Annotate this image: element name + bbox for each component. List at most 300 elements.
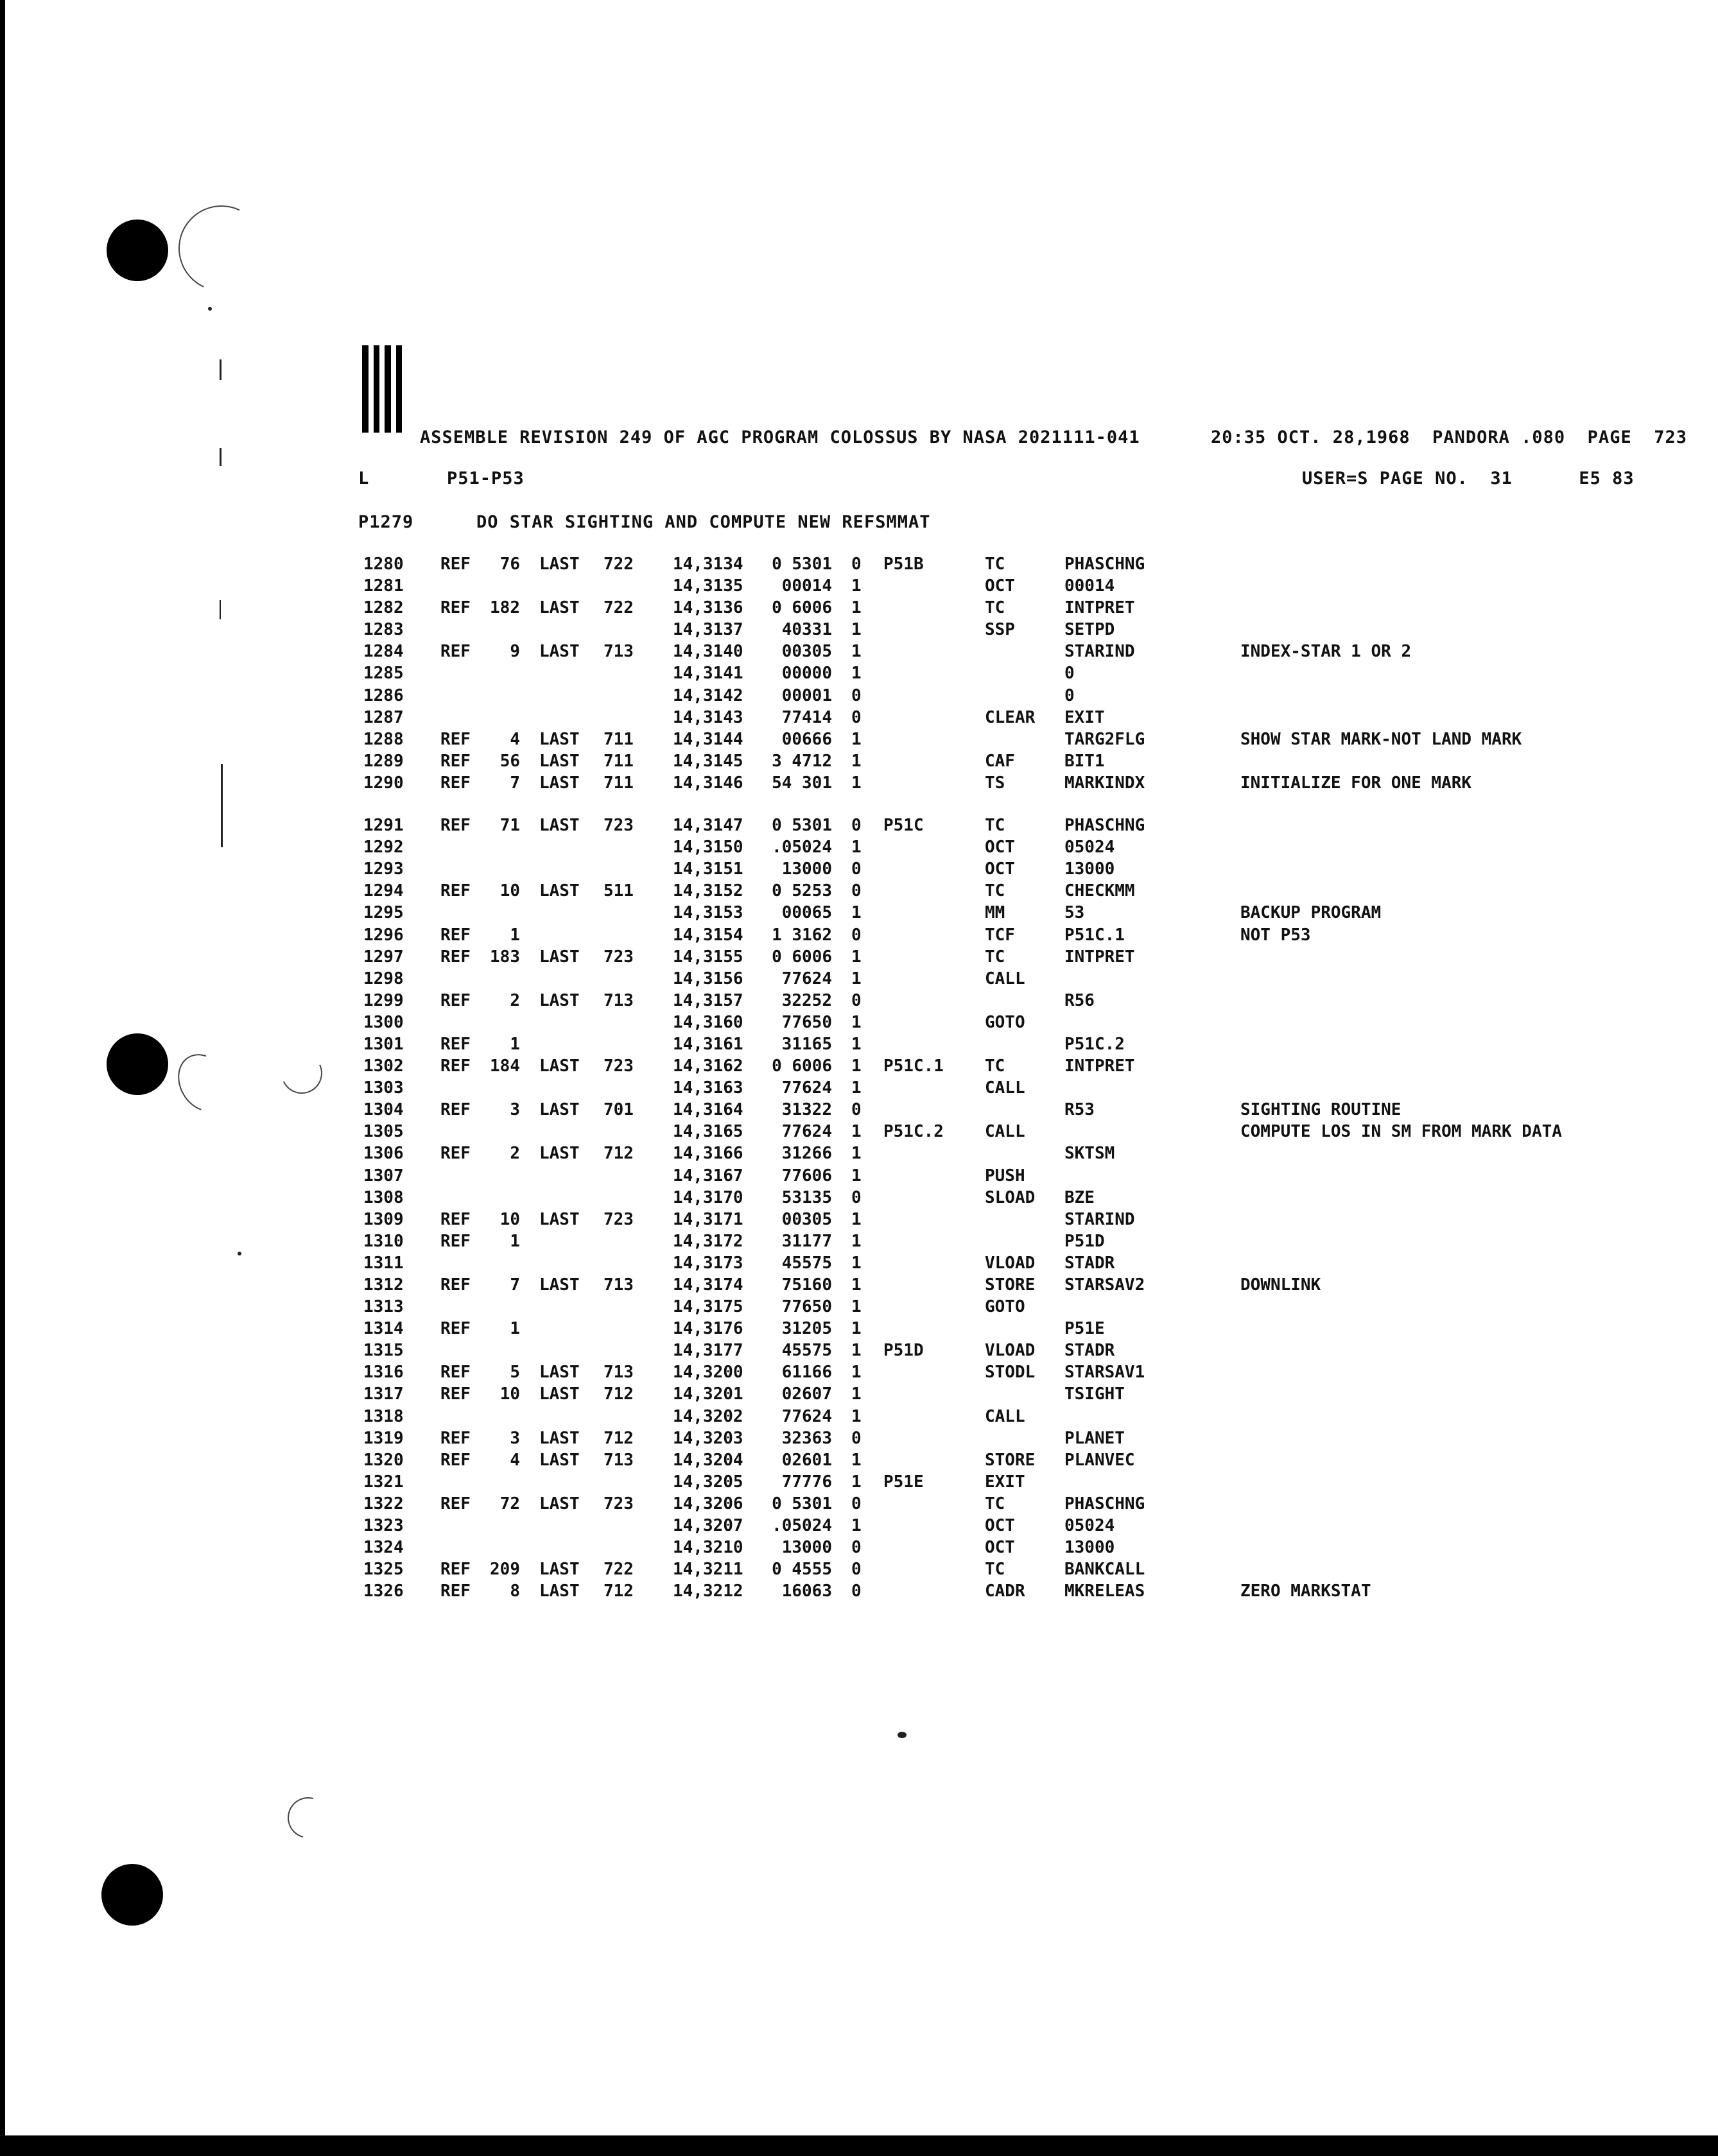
- listing-operand: PHASCHNG: [1064, 816, 1145, 836]
- listing-op: GOTO: [985, 1297, 1025, 1317]
- listing-lastn: 711: [603, 751, 634, 771]
- listing-refn: 183: [490, 947, 520, 967]
- listing-refn: 8: [510, 1582, 520, 1601]
- listing-row: [5, 686, 1718, 708]
- listing-refn: 1: [510, 925, 520, 945]
- listing-addr: 14,3135: [673, 576, 743, 596]
- listing-comment: SIGHTING ROUTINE: [1240, 1100, 1401, 1120]
- listing-bit: 1: [851, 1231, 862, 1251]
- listing-refn: 5: [510, 1363, 520, 1383]
- listing-op: STODL: [985, 1363, 1036, 1383]
- listing-addr: 14,3141: [673, 664, 743, 684]
- listing-seq: 1314: [363, 1319, 404, 1339]
- listing-addr: 14,3155: [673, 947, 743, 967]
- listing-bit: 1: [851, 620, 862, 640]
- listing-lastn: 722: [603, 555, 634, 574]
- listing-bit: 1: [851, 1056, 862, 1076]
- listing-seq: 1321: [363, 1472, 404, 1492]
- listing-label: P51D: [883, 1341, 924, 1361]
- listing-comment: SHOW STAR MARK-NOT LAND MARK: [1240, 729, 1522, 749]
- listing-op: TC: [985, 1056, 1005, 1076]
- listing-addr: 14,3134: [673, 555, 743, 574]
- listing-last: LAST: [539, 881, 580, 901]
- listing-label: P51B: [883, 555, 924, 574]
- listing-last: LAST: [539, 729, 580, 749]
- listing-word: 0 6006: [772, 598, 832, 618]
- binder-hole-bottom: [101, 1864, 163, 1926]
- listing-operand: TSIGHT: [1064, 1384, 1125, 1404]
- listing-addr: 14,3150: [673, 838, 743, 858]
- listing-addr: 14,3212: [673, 1582, 743, 1601]
- listing-addr: 14,3207: [673, 1516, 743, 1536]
- listing-seq: 1294: [363, 881, 404, 901]
- listing-seq: 1302: [363, 1056, 404, 1076]
- listing-comment: COMPUTE LOS IN SM FROM MARK DATA: [1240, 1122, 1562, 1142]
- listing-operand: BZE: [1064, 1187, 1095, 1207]
- listing-word: 00305: [781, 642, 832, 662]
- listing-bit: 0: [851, 1428, 862, 1448]
- listing-bit: 0: [851, 1560, 862, 1580]
- listing-ref: REF: [440, 925, 471, 945]
- listing-lastn: 723: [603, 947, 634, 967]
- listing-row: [5, 969, 1718, 991]
- listing-row: [5, 1144, 1718, 1166]
- scanned-page: [5, 0, 1718, 2135]
- listing-seq: 1317: [363, 1384, 404, 1404]
- listing-refn: 3: [510, 1100, 520, 1120]
- listing-ref: REF: [440, 1034, 471, 1054]
- listing-word: 77624: [781, 1078, 832, 1098]
- listing-bit: 1: [851, 1516, 862, 1536]
- listing-word: 0 5301: [772, 816, 832, 836]
- listing-operand: STARIND: [1064, 1209, 1135, 1229]
- listing-row: [5, 664, 1718, 686]
- listing-last: LAST: [539, 816, 580, 836]
- listing-operand: STADR: [1064, 1253, 1115, 1273]
- listing-last: LAST: [539, 1275, 580, 1295]
- listing-refn: 9: [510, 642, 520, 662]
- listing-addr: 14,3153: [673, 903, 743, 923]
- listing-bit: 1: [851, 969, 862, 988]
- listing-bit: 1: [851, 1363, 862, 1383]
- listing-word: 54 301: [772, 773, 832, 793]
- listing-op: TC: [985, 881, 1005, 901]
- listing-word: 45575: [781, 1341, 832, 1361]
- listing-ref: REF: [440, 947, 471, 967]
- listing-word: 16063: [781, 1582, 832, 1601]
- listing-op: CALL: [985, 1078, 1025, 1098]
- listing-row: [5, 1078, 1718, 1100]
- listing-type-marker: L: [358, 469, 370, 488]
- listing-comment: BACKUP PROGRAM: [1240, 903, 1382, 923]
- listing-operand: PHASCHNG: [1064, 1494, 1145, 1514]
- listing-row: [5, 1560, 1718, 1582]
- listing-last: LAST: [539, 1494, 580, 1514]
- listing-bit: 1: [851, 1166, 862, 1186]
- tab-bar-mark: [362, 345, 402, 433]
- listing-ref: REF: [440, 1494, 471, 1514]
- listing-row: [5, 1538, 1718, 1560]
- listing-word: 00305: [781, 1209, 832, 1229]
- listing-ref: REF: [440, 1144, 471, 1164]
- listing-word: 00065: [781, 903, 832, 923]
- listing-bit: 1: [851, 576, 862, 596]
- listing-seq: 1300: [363, 1012, 404, 1032]
- listing-row: [5, 1451, 1718, 1472]
- listing-ref: REF: [440, 1582, 471, 1601]
- listing-word: 40331: [781, 620, 832, 640]
- listing-row: [5, 1384, 1718, 1406]
- listing-row: [5, 642, 1718, 664]
- listing-word: 32252: [781, 990, 832, 1010]
- listing-ref: REF: [440, 1428, 471, 1448]
- listing-op: CAF: [985, 751, 1015, 771]
- listing-operand: P51C.2: [1064, 1034, 1125, 1054]
- listing-word: 31322: [781, 1100, 832, 1120]
- listing-refn: 7: [510, 1275, 520, 1295]
- listing-seq: 1306: [363, 1144, 404, 1164]
- listing-addr: 14,3137: [673, 620, 743, 640]
- listing-refn: 1: [510, 1319, 520, 1339]
- listing-label: P51C.2: [883, 1122, 944, 1142]
- listing-refn: 72: [499, 1494, 520, 1514]
- listing-word: 00014: [781, 576, 832, 596]
- listing-seq: 1289: [363, 751, 404, 771]
- listing-operand: PHASCHNG: [1064, 555, 1145, 574]
- listing-bit: 0: [851, 1494, 862, 1514]
- listing-op: OCT: [985, 859, 1015, 879]
- listing-ref: REF: [440, 555, 471, 574]
- listing-row: [5, 576, 1718, 598]
- scan-mark: [220, 448, 221, 466]
- listing-refn: 10: [499, 1209, 520, 1229]
- listing-operand: PLANVEC: [1064, 1450, 1135, 1470]
- listing-bit: 1: [851, 1122, 862, 1142]
- listing-operand: INTPRET: [1064, 1056, 1135, 1076]
- listing-row: [5, 708, 1718, 730]
- listing-operand: STADR: [1064, 1341, 1115, 1361]
- listing-bit: 1: [851, 1144, 862, 1164]
- listing-label: P51E: [883, 1472, 924, 1492]
- listing-row: [5, 1188, 1718, 1210]
- listing-operand: 05024: [1064, 838, 1115, 858]
- listing-refn: 3: [510, 1428, 520, 1448]
- listing-refn: 209: [490, 1560, 520, 1580]
- listing-lastn: 723: [603, 1494, 634, 1514]
- listing-bit: 1: [851, 1384, 862, 1404]
- listing-addr: 14,3162: [673, 1056, 743, 1076]
- listing-row: [5, 947, 1718, 969]
- listing-seq: 1318: [363, 1406, 404, 1426]
- listing-row: [5, 1100, 1718, 1122]
- listing-row: [5, 1319, 1718, 1341]
- listing-seq: 1293: [363, 859, 404, 879]
- listing-seq: 1326: [363, 1582, 404, 1601]
- scan-speck: [898, 1732, 907, 1738]
- listing-seq: 1285: [363, 664, 404, 684]
- listing-comment: INITIALIZE FOR ONE MARK: [1240, 773, 1472, 793]
- listing-seq: 1284: [363, 642, 404, 662]
- listing-seq: 1307: [363, 1166, 404, 1186]
- listing-operand: 00014: [1064, 576, 1115, 596]
- listing-refn: 1: [510, 1034, 520, 1054]
- listing-bit: 1: [851, 1034, 862, 1054]
- listing-op: OCT: [985, 576, 1015, 596]
- listing-lastn: 511: [603, 881, 634, 901]
- listing-refn: 10: [499, 881, 520, 901]
- listing-word: 31266: [781, 1144, 832, 1164]
- listing-word: 77650: [781, 1297, 832, 1317]
- listing-addr: 14,3166: [673, 1144, 743, 1164]
- listing-word: 3 4712: [772, 751, 832, 771]
- listing-operand: 0: [1064, 664, 1075, 684]
- listing-ref: REF: [440, 816, 471, 836]
- listing-addr: 14,3157: [673, 990, 743, 1010]
- listing-last: LAST: [539, 1582, 580, 1601]
- listing-seq: 1315: [363, 1341, 404, 1361]
- listing-op: TC: [985, 555, 1005, 574]
- listing-seq: 1288: [363, 729, 404, 749]
- listing-word: 13000: [781, 859, 832, 879]
- listing-seq: 1316: [363, 1363, 404, 1383]
- listing-refn: 1: [510, 1231, 520, 1251]
- listing-lastn: 713: [603, 1363, 634, 1383]
- listing-last: LAST: [539, 1056, 580, 1076]
- listing-lastn: 711: [603, 773, 634, 793]
- listing-word: 77414: [781, 707, 832, 727]
- listing-lastn: 712: [603, 1582, 634, 1601]
- listing-bit: 1: [851, 1209, 862, 1229]
- listing-bit: 1: [851, 729, 862, 749]
- listing-last: LAST: [539, 1450, 580, 1470]
- listing-op: SSP: [985, 620, 1015, 640]
- listing-addr: 14,3151: [673, 859, 743, 879]
- listing-operand: PLANET: [1064, 1428, 1125, 1448]
- user-page-number: USER=S PAGE NO. 31 E5 83: [1302, 469, 1635, 488]
- listing-word: 31165: [781, 1034, 832, 1054]
- listing-seq: 1290: [363, 773, 404, 793]
- listing-op: TCF: [985, 925, 1015, 945]
- code-listing: [5, 555, 1718, 1603]
- listing-last: LAST: [539, 1363, 580, 1383]
- listing-row: [5, 620, 1718, 642]
- listing-addr: 14,3140: [673, 642, 743, 662]
- listing-refn: 4: [510, 1450, 520, 1470]
- listing-word: 77606: [781, 1166, 832, 1186]
- listing-row: [5, 555, 1718, 576]
- listing-refn: 182: [490, 598, 520, 618]
- listing-bit: 0: [851, 555, 862, 574]
- listing-addr: 14,3210: [673, 1538, 743, 1558]
- listing-addr: 14,3144: [673, 729, 743, 749]
- listing-ref: REF: [440, 642, 471, 662]
- listing-operand: 13000: [1064, 1538, 1115, 1558]
- listing-word: .05024: [772, 838, 832, 858]
- listing-bit: 0: [851, 925, 862, 945]
- listing-comment: INDEX-STAR 1 OR 2: [1240, 642, 1412, 662]
- listing-row: [5, 752, 1718, 773]
- listing-seq: 1291: [363, 816, 404, 836]
- listing-op: OCT: [985, 1538, 1015, 1558]
- listing-row: [5, 1275, 1718, 1297]
- listing-word: 77650: [781, 1012, 832, 1032]
- listing-operand: P51E: [1064, 1319, 1105, 1339]
- listing-bit: 1: [851, 1450, 862, 1470]
- listing-word: 77624: [781, 1406, 832, 1426]
- listing-refn: 184: [490, 1056, 520, 1076]
- listing-addr: 14,3171: [673, 1209, 743, 1229]
- listing-operand: CHECKMM: [1064, 881, 1135, 901]
- listing-ref: REF: [440, 1231, 471, 1251]
- listing-op: STORE: [985, 1450, 1036, 1470]
- listing-op: GOTO: [985, 1012, 1025, 1032]
- listing-seq: 1324: [363, 1538, 404, 1558]
- listing-op: EXIT: [985, 1472, 1025, 1492]
- listing-bit: 0: [851, 990, 862, 1010]
- listing-seq: 1313: [363, 1297, 404, 1317]
- listing-operand: EXIT: [1064, 707, 1105, 727]
- listing-addr: 14,3172: [673, 1231, 743, 1251]
- date-page-info: 20:35 OCT. 28,1968 PANDORA .080 PAGE 723: [1211, 427, 1687, 447]
- listing-operand: TARG2FLG: [1064, 729, 1145, 749]
- listing-operand: BIT1: [1064, 751, 1105, 771]
- listing-addr: 14,3143: [673, 707, 743, 727]
- listing-addr: 14,3160: [673, 1012, 743, 1032]
- listing-addr: 14,3206: [673, 1494, 743, 1514]
- listing-refn: 4: [510, 729, 520, 749]
- listing-last: LAST: [539, 1144, 580, 1164]
- listing-bit: 1: [851, 1472, 862, 1492]
- listing-lastn: 722: [603, 1560, 634, 1580]
- listing-addr: 14,3156: [673, 969, 743, 988]
- listing-refn: 2: [510, 1144, 520, 1164]
- listing-bit: 1: [851, 1319, 862, 1339]
- listing-seq: 1283: [363, 620, 404, 640]
- listing-op: VLOAD: [985, 1341, 1036, 1361]
- listing-row: [5, 1210, 1718, 1232]
- listing-bit: 0: [851, 1582, 862, 1601]
- listing-op: TS: [985, 773, 1005, 793]
- listing-addr: 14,3147: [673, 816, 743, 836]
- listing-row: [5, 903, 1718, 925]
- listing-bit: 1: [851, 664, 862, 684]
- listing-operand: SKTSM: [1064, 1144, 1115, 1164]
- listing-operand: P51C.1: [1064, 925, 1125, 945]
- listing-ref: REF: [440, 881, 471, 901]
- listing-row: [5, 1472, 1718, 1494]
- listing-refn: 71: [499, 816, 520, 836]
- listing-operand: R53: [1064, 1100, 1095, 1120]
- listing-addr: 14,3154: [673, 925, 743, 945]
- listing-bit: 0: [851, 1187, 862, 1207]
- listing-ref: REF: [440, 1056, 471, 1076]
- listing-word: .05024: [772, 1516, 832, 1536]
- listing-addr: 14,3200: [673, 1363, 743, 1383]
- listing-comment: ZERO MARKSTAT: [1240, 1582, 1371, 1601]
- listing-op: MM: [985, 903, 1005, 923]
- listing-word: 13000: [781, 1538, 832, 1558]
- listing-bit: 1: [851, 1012, 862, 1032]
- listing-row: [5, 1297, 1718, 1319]
- listing-row: [5, 1582, 1718, 1603]
- listing-addr: 14,3167: [673, 1166, 743, 1186]
- listing-word: 0 6006: [772, 947, 832, 967]
- listing-word: 77624: [781, 1122, 832, 1142]
- listing-lastn: 723: [603, 1056, 634, 1076]
- listing-seq: 1292: [363, 838, 404, 858]
- listing-bit: 1: [851, 947, 862, 967]
- listing-word: 77624: [781, 969, 832, 988]
- listing-addr: 14,3173: [673, 1253, 743, 1273]
- listing-addr: 14,3177: [673, 1341, 743, 1361]
- listing-word: 00000: [781, 664, 832, 684]
- listing-row: [5, 1056, 1718, 1078]
- listing-bit: 0: [851, 686, 862, 705]
- listing-lastn: 722: [603, 598, 634, 618]
- listing-ref: REF: [440, 1560, 471, 1580]
- listing-seq: 1311: [363, 1253, 404, 1273]
- listing-row: [5, 1254, 1718, 1275]
- listing-addr: 14,3204: [673, 1450, 743, 1470]
- listing-op: CALL: [985, 1406, 1025, 1426]
- listing-last: LAST: [539, 1428, 580, 1448]
- listing-ref: REF: [440, 1363, 471, 1383]
- listing-last: LAST: [539, 598, 580, 618]
- listing-operand: 13000: [1064, 859, 1115, 879]
- listing-seq: 1282: [363, 598, 404, 618]
- binder-hole-top: [107, 220, 168, 281]
- listing-last: LAST: [539, 947, 580, 967]
- listing-lastn: 713: [603, 1275, 634, 1295]
- listing-ref: REF: [440, 729, 471, 749]
- listing-seq: 1301: [363, 1034, 404, 1054]
- listing-seq: 1303: [363, 1078, 404, 1098]
- listing-seq: 1323: [363, 1516, 404, 1536]
- listing-bit: 1: [851, 1253, 862, 1273]
- listing-seq: 1298: [363, 969, 404, 988]
- listing-seq: 1322: [363, 1494, 404, 1514]
- listing-operand: 53: [1064, 903, 1085, 923]
- listing-word: 1 3162: [772, 925, 832, 945]
- listing-row: [5, 838, 1718, 859]
- listing-operand: MKRELEAS: [1064, 1582, 1145, 1601]
- listing-addr: 14,3163: [673, 1078, 743, 1098]
- listing-refn: 56: [499, 751, 520, 771]
- listing-row: [5, 730, 1718, 752]
- listing-row: [5, 1122, 1718, 1144]
- listing-bit: 0: [851, 881, 862, 901]
- listing-last: LAST: [539, 1384, 580, 1404]
- listing-row: [5, 991, 1718, 1013]
- listing-word: 02601: [781, 1450, 832, 1470]
- listing-bit: 0: [851, 1538, 862, 1558]
- listing-addr: 14,3152: [673, 881, 743, 901]
- listing-last: LAST: [539, 555, 580, 574]
- listing-bit: 1: [851, 838, 862, 858]
- listing-row: [5, 773, 1718, 795]
- listing-word: 31177: [781, 1231, 832, 1251]
- listing-operand: 05024: [1064, 1516, 1115, 1536]
- listing-seq: 1310: [363, 1231, 404, 1251]
- listing-addr: 14,3165: [673, 1122, 743, 1142]
- listing-word: 0 5253: [772, 881, 832, 901]
- assembly-title: ASSEMBLE REVISION 249 OF AGC PROGRAM COLOSSUS BY NASA 2021111-041: [420, 427, 1140, 447]
- listing-op: CALL: [985, 969, 1025, 988]
- listing-op: TC: [985, 1560, 1005, 1580]
- listing-lastn: 701: [603, 1100, 634, 1120]
- program-range: P51-P53: [447, 469, 525, 488]
- listing-word: 02607: [781, 1384, 832, 1404]
